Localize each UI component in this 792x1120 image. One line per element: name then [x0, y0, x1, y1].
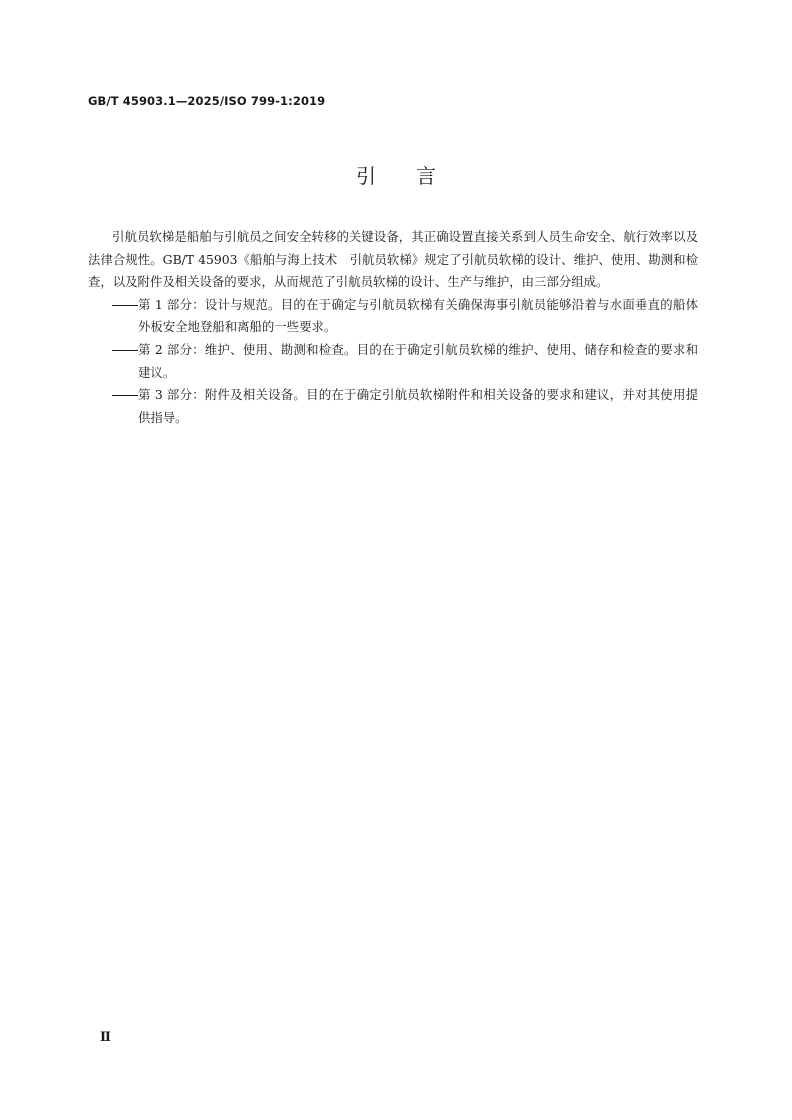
dash-icon: [112, 395, 138, 396]
page-title: 引言: [356, 164, 476, 188]
list-item-text: 第 2 部分：维护、使用、勘测和检查。目的在于确定引航员软梯的维护、使用、储存和检查的要求和建议。: [138, 341, 698, 380]
body-text: [88, 226, 698, 429]
intro-paragraph: 引航员软梯是船舶与引航员之间安全转移的关键设备，其正确设置直接关系到人员生命安全、航行效率以及法律合规性。GB/T 45903《船舶与海上技术 引航员软梯》规定了引航员软梯的设计、维护、使用、勘测和检查，以及附件及相关设备的要求，从而规范了引航员软梯的设计、生产与维护，由三部分组成。: [88, 229, 698, 290]
list-item-part-3: [88, 384, 698, 429]
list-item-text: 第 3 部分：附件及相关设备。目的在于确定引航员软梯附件和相关设备的要求和建议，并对其使用提供指导。: [138, 387, 698, 425]
list-item-text: 第 1 部分：设计与规范。目的在于确定与引航员软梯有关确保海事引航员能够沿着与水面垂直的船体外板安全地登船和离船的一些要求。: [138, 296, 698, 335]
list-item-part-2: [88, 339, 698, 384]
page-number: Ⅱ: [100, 1030, 111, 1045]
list-item-part-1: [88, 294, 698, 339]
dash-icon: [112, 305, 138, 306]
dash-icon: [112, 350, 138, 351]
document-number: GB/T 45903.1—2025/ISO 799-1:2019: [88, 94, 326, 108]
